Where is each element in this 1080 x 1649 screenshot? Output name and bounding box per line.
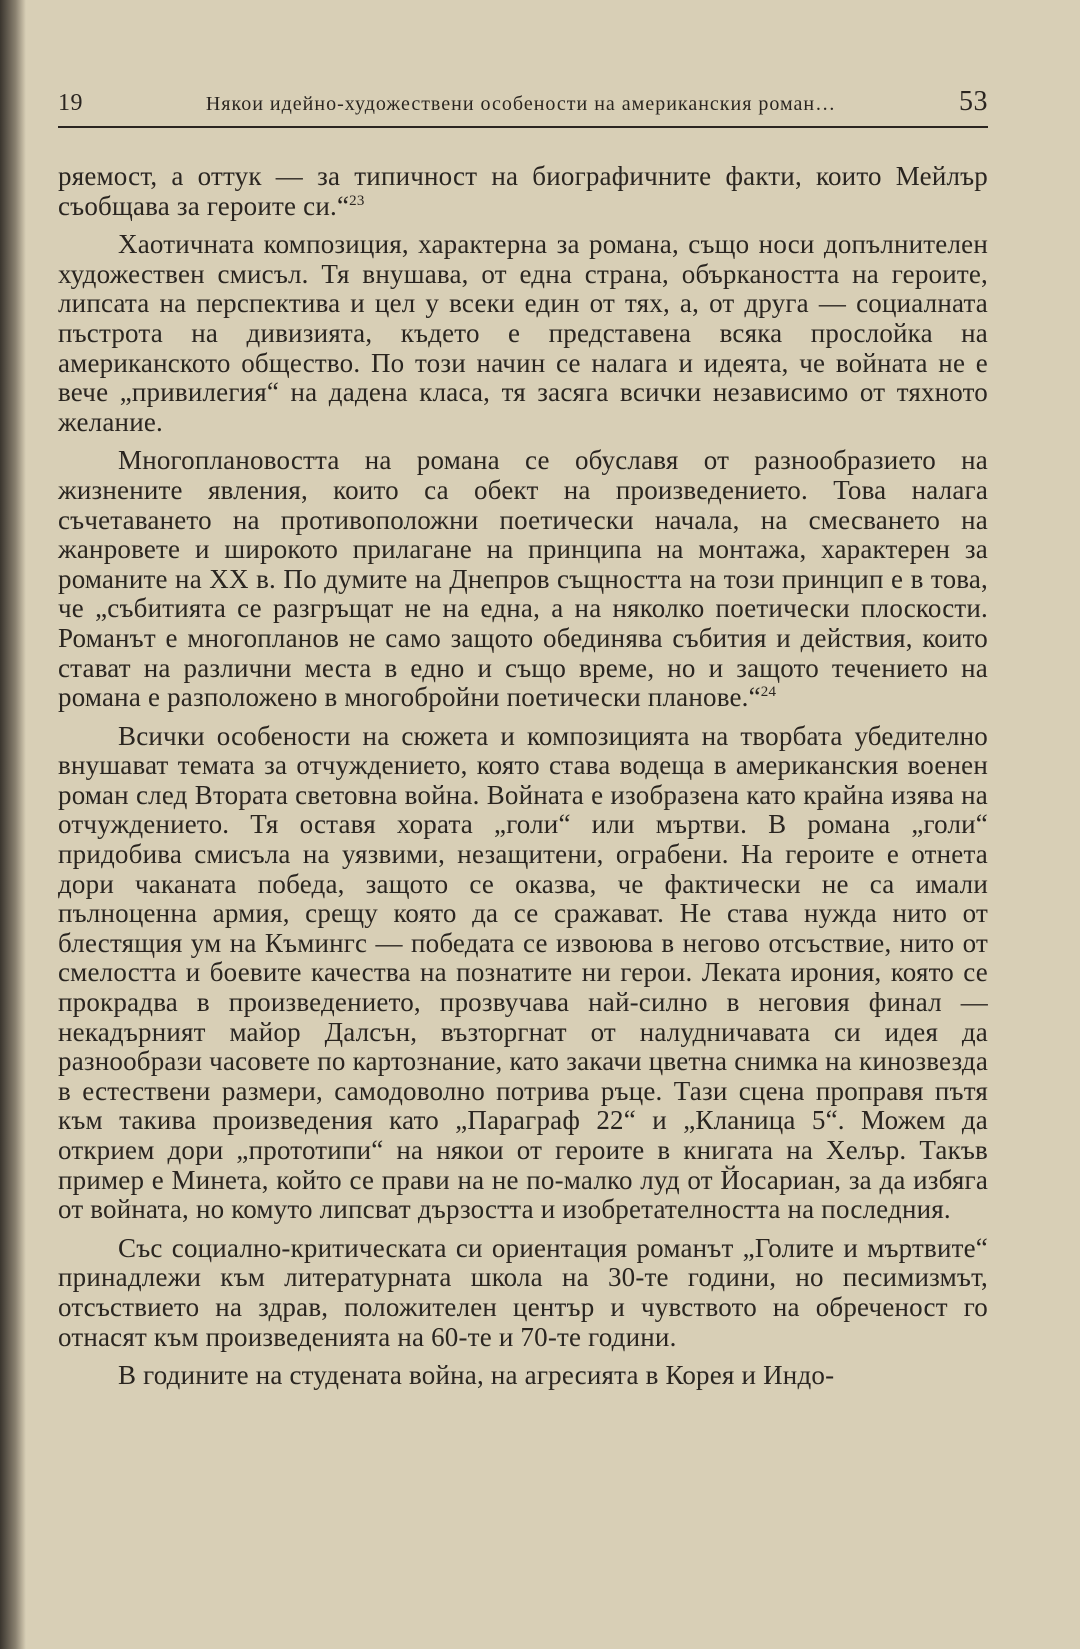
footnote-ref-23: 23: [349, 192, 365, 209]
book-spine-shadow: [0, 0, 26, 1649]
paragraph-3: Многоплановостта на романа се обуславя от разнообразието на жизнените явления, които са обект на произведението. Това налага съчетаването на противоположни поетически начала, на смесването на жанровете и широкото прилагане на принципа на монтажа, характерен за романите на XX в. По думите на Днепров същността на този принцип е в това, че „събитията се разгръщат не на една, а на няколко поетически плоскости. Романът е многопланов не само защото обединява събития и действия, които стават на различни места в едно и също време, но и защото течението на романа е разположено в многобройни поетически планове.“$^{24}$: [58, 445, 988, 713]
header-rule: [58, 126, 988, 128]
paragraph-5: Със социално-критическата си ориентация романът „Голите и мъртвите“ принадлежи към литературната школа на 30-те години, но песимизмът, отсъствието на здрав, положителен център и чувството на обреченост го отнасят към произведенията на 60-те и 70-те години.: [58, 1232, 988, 1352]
body-text: [58, 162, 988, 1391]
running-title: Някои идейно-художествени особености на американския роман…: [205, 93, 837, 115]
paragraph-4: Всички особености на сюжета и композицията на творбата убедително внушават темата за отчуждението, която става водеща в американския военен роман след Втората световна война. Войната е изобразена като крайна изява на отчуждението. Тя оставя хората „голи“ или мъртви. В романа „голи“ придобива смисъла на уязвими, незащитени, ограбени. На героите е отнета дори чаканата победа, защото се оказва, че фактически не са имали пълноценна армия, срещу която да се сражават. Не става нужда нито от блестящия ум на Къмингс — победата се извоюва в негово отсъствие, нито от смелостта и боевите качества на познатите ни герои. Леката ирония, която се прокрадва в произведението, прозвучава най-силно в неговия финал — некадърният майор Далсън, възторгнат от налудничавата си идея да разнообрази часовете по картознание, като закачи цветна снимка на кинозвезда в естествени размери, самодоволно потрива ръце. Тази сцена проправя пътя към такива произведения като „Параграф 22“ и „Кланица 5“. Можем да открием дори „прототипи“ на някои от героите в книгата на Хелър. Такъв пример е Минета, който се прави на не по-малко луд от Йосариан, за да избяга от войната, но комуто липсват дързостта и изобретателността на последния.: [58, 720, 988, 1225]
paragraph-2: Хаотичната композиция, характерна за романа, също носи допълнителен художествен смисъл. Тя внушава, от една страна, объркаността на героите, липсата на перспектива и цел у всеки един от тях, а, от друга — социалната пъстрота на дивизията, където е представена всяка прослойка на американското общество. По този начин се налага и идеята, че войната не е вече „привилегия“ на дадена класа, тя засяга всички независимо от тяхното желание.: [58, 229, 988, 437]
paragraph-6: В годините на студената война, на агресията в Корея и Индо-: [118, 1360, 835, 1391]
running-header: [58, 86, 988, 126]
paragraph-1: ряемост, а оттук — за типичност на биографичните факти, които Мейлър съобщава за героите си.“$^{23}$: [58, 161, 988, 221]
book-page: [58, 86, 988, 1400]
chapter-number: 19: [58, 90, 83, 116]
page-number: 53: [959, 86, 988, 117]
footnote-ref-24: 24: [760, 684, 777, 701]
